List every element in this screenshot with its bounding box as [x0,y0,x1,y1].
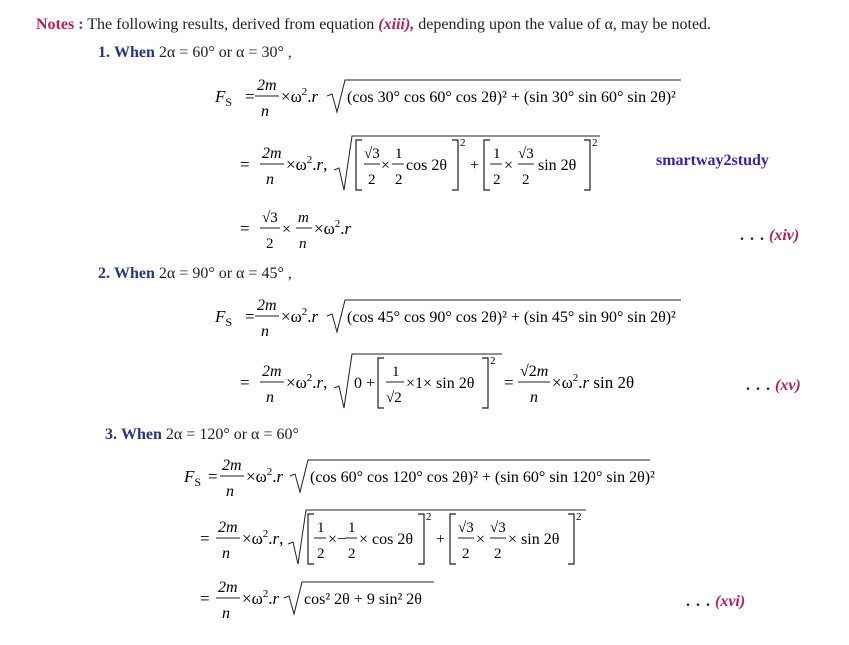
svg-text:×ω2.r: $\times\omega^2.r$ [246,466,284,486]
ref-xiv: . . . (xiv) [740,227,800,244]
svg-text:n: n [222,545,230,562]
svg-text:n: n [261,103,269,120]
svg-text:=: = [245,87,255,106]
watermark-text: smartway2study [656,152,769,169]
item-number: 3. [105,426,117,443]
svg-text:×: × [381,157,391,174]
svg-text:×ω2.r: $\times\omega^2.r$ [242,588,280,608]
item-word: When [114,44,155,61]
svg-text:×ω2.r: $\times\omega^2.r$ [314,218,352,238]
svg-text:n: n [266,171,274,188]
svg-text:n: n [226,483,234,500]
item-number: 1. [98,44,110,61]
radicand-4: (cos 45° cos 90° cos 2θ)² + (sin 45° sin 90° sin 2θ)² [347,309,676,326]
svg-text:×ω2.r sin 2θ: $\times\omega^2.r$ sin 2θ [552,372,635,392]
svg-text:1: 1 [392,364,400,380]
svg-text:1: 1 [493,146,501,162]
svg-text:=: = [245,307,255,326]
item-3-heading [105,426,299,444]
svg-text:√2m: √2m [520,363,549,380]
svg-text:2m: 2m [257,297,277,314]
notes-text-before: The following results, derived from equation [83,16,379,33]
equation-7 [200,506,600,568]
svg-text:2: 2 [317,546,325,562]
equation-5 [240,350,660,412]
svg-text:×−: ×− [328,531,347,548]
radicand-8: cos² 2θ + 9 sin² 2θ [304,591,422,608]
svg-text:=: = [504,373,514,392]
svg-text:FS: $F_S$ [184,467,202,489]
svg-text:2: 2 [592,137,598,149]
svg-text:2: 2 [493,172,501,188]
item-number: 2. [98,265,110,282]
svg-text:2: 2 [460,137,466,149]
item-condition: 2α = 90° or α = 45° , [158,265,292,282]
svg-text:2m: 2m [257,77,277,94]
svg-text:×ω2.r: $\times\omega^2.r$ [281,86,319,106]
radicand-1: (cos 30° cos 60° cos 2θ)² + (sin 30° sin 60° sin 2θ)² [347,89,676,106]
svg-text:2: 2 [462,546,470,562]
svg-text:2: 2 [426,511,432,523]
svg-text:FS: $F_S$ [215,307,233,329]
svg-text:n: n [299,236,307,252]
svg-text:m: m [298,210,309,226]
ref-xvi: . . . (xvi) [686,593,746,610]
fs-symbol: $F_S$ [215,87,233,109]
svg-text:2: 2 [522,172,530,188]
svg-text:2: 2 [494,546,502,562]
svg-text:2: 2 [348,546,356,562]
svg-text:×ω2.r,: $\times\omega^2.r$, [242,528,284,548]
item-condition: 2α = 120° or α = 60° [165,426,299,443]
svg-text:=: = [200,589,210,608]
svg-text:×: × [476,531,486,548]
svg-text:+: + [436,531,446,548]
svg-text:=: = [240,155,250,174]
svg-text:2m: 2m [262,363,282,380]
equation-3 [240,204,380,256]
svg-text:0 +: 0 + [354,375,376,392]
svg-text:2: 2 [368,172,376,188]
svg-text:× sin 2θ: × sin 2θ [508,531,560,548]
equation-8 [200,574,450,624]
svg-text:n: n [222,605,230,622]
notes-ref: (xiii), [378,16,415,33]
item-word: When [114,265,155,282]
svg-text:sin 2θ: sin 2θ [538,157,577,174]
notes-label: Notes : [36,16,84,33]
svg-text:√3: √3 [518,146,534,162]
svg-text:=: = [208,467,218,486]
svg-text:2m: 2m [262,145,282,162]
svg-text:=: = [200,529,210,548]
svg-text:2: 2 [490,355,496,367]
equation-6 [184,452,664,502]
svg-text:√2: √2 [386,390,402,406]
svg-text:2: 2 [395,172,403,188]
equation-4 [215,292,695,340]
svg-text:1: 1 [395,146,403,162]
svg-text:n: n [261,323,269,340]
svg-text:×ω2.r,: $\times\omega^2.r$, [286,154,328,174]
svg-text:+: + [470,157,480,174]
svg-text:2m: 2m [222,457,242,474]
item-condition: 2α = 60° or α = 30° , [158,44,292,61]
radicand-6: (cos 60° cos 120° cos 2θ)² + (sin 60° sin 120° sin 2θ)² [310,469,655,486]
svg-text:×: × [282,221,292,238]
item-word: When [121,426,162,443]
notes-text-after: depending upon the value of α, may be noted. [414,16,712,33]
equation-1 [215,72,695,120]
svg-text:√3: √3 [262,210,278,226]
svg-text:n: n [266,389,274,406]
svg-text:√3: √3 [364,146,380,162]
svg-text:cos 2θ: cos 2θ [406,157,447,174]
svg-text:√3: √3 [458,520,474,536]
svg-text:×ω2.r: $\times\omega^2.r$ [281,306,319,326]
equation-2 [240,132,610,194]
item-1-heading [98,44,292,62]
svg-text:2m: 2m [218,579,238,596]
svg-text:2: 2 [266,236,274,252]
svg-text:√3: √3 [490,520,506,536]
svg-text:=: = [240,219,250,238]
svg-text:2m: 2m [218,519,238,536]
svg-text:2: 2 [576,511,582,523]
svg-text:1: 1 [317,520,325,536]
item-2-heading [98,265,292,283]
notes-line [36,16,711,34]
svg-text:× cos 2θ: × cos 2θ [359,531,414,548]
svg-text:×1× sin 2θ: ×1× sin 2θ [406,375,475,392]
ref-xv: . . . (xv) [746,377,801,394]
svg-text:=: = [240,373,250,392]
svg-text:1: 1 [348,520,356,536]
svg-text:n: n [530,389,538,406]
svg-text:×: × [504,157,514,174]
svg-text:×ω2.r,: $\times\omega^2.r$, [286,372,328,392]
